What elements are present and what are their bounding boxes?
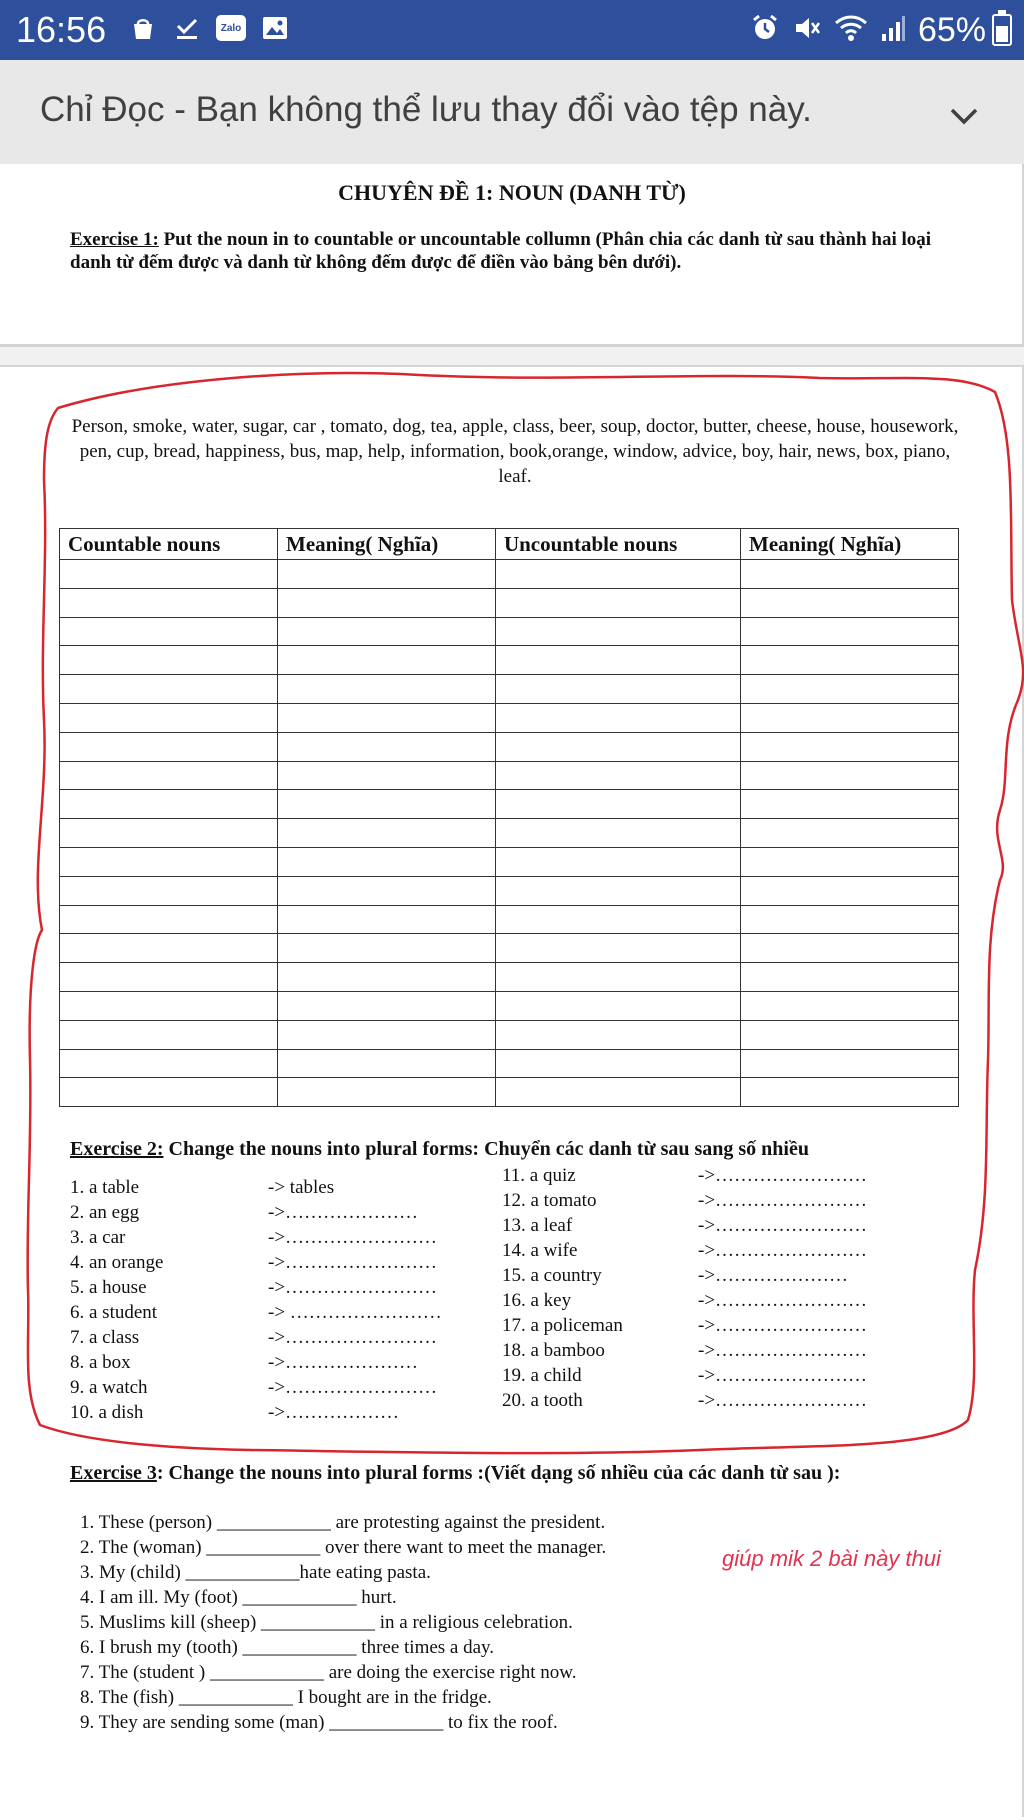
table-cell (741, 703, 959, 732)
table-row (60, 703, 959, 732)
read-only-message: Chỉ Đọc - Bạn không thể lưu thay đổi vào tệp này. (40, 90, 812, 129)
noun: 3. a car (70, 1227, 126, 1248)
answer-blank: ->…………………… (268, 1377, 438, 1398)
table-cell (60, 847, 278, 876)
noun: 14. a wife (502, 1240, 578, 1261)
table-cell (495, 905, 740, 934)
table-row (60, 934, 959, 963)
table-row (60, 1020, 959, 1049)
sentence: 3. My (child) ____________hate eating pasta. (80, 1562, 431, 1583)
list-item (502, 1238, 922, 1263)
noun-classification-table (59, 528, 959, 1107)
table-cell (278, 790, 496, 819)
noun: 17. a policeman (502, 1315, 623, 1336)
sentence: 7. The (student ) ____________ are doing the exercise right now. (80, 1662, 577, 1683)
table-cell (495, 703, 740, 732)
noun: 16. a key (502, 1290, 572, 1311)
bag-icon (128, 13, 158, 43)
table-row (60, 991, 959, 1020)
table-cell (278, 876, 496, 905)
download-check-icon (172, 13, 202, 43)
table-cell (495, 588, 740, 617)
table-cell (495, 761, 740, 790)
table-cell (60, 675, 278, 704)
table-cell (60, 646, 278, 675)
list-item (70, 1375, 470, 1400)
table-cell (60, 732, 278, 761)
exercise-3-text: : Change the nouns into plural forms :(Viết dạng số nhiều của các danh từ sau ): (156, 1462, 841, 1484)
table-cell (278, 1020, 496, 1049)
answer-blank: ->…………………… (268, 1252, 438, 1273)
table-row (60, 876, 959, 905)
table-cell (60, 963, 278, 992)
battery-icon (992, 14, 1012, 46)
alarm-icon (750, 13, 780, 48)
sentence: 4. I am ill. My (foot) ____________ hurt. (80, 1587, 397, 1608)
list-item (502, 1338, 922, 1363)
noun: 19. a child (502, 1365, 582, 1386)
noun: 13. a leaf (502, 1215, 573, 1236)
answer-blank: ->…………………… (698, 1190, 868, 1211)
table-cell (741, 1078, 959, 1107)
header-uncountable-nouns: Uncountable nouns (495, 529, 740, 560)
table-cell (495, 876, 740, 905)
table-cell (60, 790, 278, 819)
table-cell (278, 847, 496, 876)
table-cell (495, 790, 740, 819)
sentence: 9. They are sending some (man) ____________ to fix the roof. (80, 1712, 558, 1733)
table-row (60, 1078, 959, 1107)
exercise-2-label: Exercise 2: (70, 1138, 164, 1160)
table-cell (60, 876, 278, 905)
table-cell (278, 905, 496, 934)
table-cell (741, 991, 959, 1020)
list-item (502, 1288, 922, 1313)
table-cell (278, 588, 496, 617)
table-header-row (60, 529, 959, 560)
answer-blank: ->……………… (268, 1402, 400, 1423)
battery-percentage: 65% (917, 11, 986, 49)
table-cell (741, 819, 959, 848)
table-row (60, 847, 959, 876)
list-item (502, 1263, 922, 1288)
noun: 1. a table (70, 1177, 140, 1198)
table-cell (278, 991, 496, 1020)
page-title: CHUYÊN ĐỀ 1: NOUN (DANH TỪ) (338, 180, 686, 205)
exercise-1-instruction (70, 228, 960, 274)
list-item (70, 1175, 470, 1200)
table-cell (278, 761, 496, 790)
answer-blank: -> …………………… (268, 1302, 442, 1323)
answer-blank: ->…………………… (698, 1365, 868, 1386)
answer-blank: ->…………………… (268, 1327, 438, 1348)
exercise-2-text: Change the nouns into plural forms: Chuyển các danh từ sau sang số nhiều (163, 1138, 809, 1160)
list-item (70, 1200, 470, 1225)
gallery-icon (260, 13, 290, 43)
table-cell (495, 963, 740, 992)
table-cell (278, 675, 496, 704)
read-only-banner[interactable] (0, 60, 1024, 164)
list-item (502, 1213, 922, 1238)
answer-blank: ->…………………… (698, 1340, 868, 1361)
noun: 11. a quiz (502, 1165, 576, 1186)
system-icons (750, 10, 1012, 50)
table-cell (495, 819, 740, 848)
list-item (502, 1313, 922, 1338)
sentence: 1. These (person) ____________ are protesting against the president. (80, 1512, 606, 1533)
table-cell (741, 588, 959, 617)
exercise-3-sentences (80, 1510, 720, 1735)
table-cell (60, 761, 278, 790)
exercise-1-text: Put the noun in to countable or uncountable collumn (Phân chia các danh từ sau thành hai loại danh từ đếm được và danh từ không đếm được để điền vào bảng bên dưới). (70, 229, 932, 273)
table-cell (278, 703, 496, 732)
answer-blank: ->…………………… (698, 1165, 868, 1186)
header-countable-nouns: Countable nouns (60, 529, 278, 560)
exercise-3-instruction (70, 1462, 840, 1485)
table-cell (741, 847, 959, 876)
table-cell (60, 560, 278, 589)
signal-icon (880, 13, 906, 48)
table-cell (495, 1049, 740, 1078)
list-item (502, 1188, 922, 1213)
list-item (70, 1325, 470, 1350)
list-item (502, 1388, 922, 1413)
list-item (70, 1400, 470, 1425)
table-row (60, 790, 959, 819)
handwritten-note: giúp mik 2 bài này thui (722, 1546, 941, 1571)
chevron-down-icon[interactable] (944, 96, 984, 136)
table-cell (495, 1078, 740, 1107)
noun: 6. a student (70, 1302, 158, 1323)
table-cell (741, 1049, 959, 1078)
table-cell (741, 617, 959, 646)
list-item (502, 1363, 922, 1388)
table-cell (495, 646, 740, 675)
table-row (60, 675, 959, 704)
exercise-2-instruction (70, 1138, 809, 1161)
noun: 20. a tooth (502, 1390, 583, 1411)
zalo-icon: Zalo (216, 13, 246, 43)
noun: 8. a box (70, 1352, 131, 1373)
table-cell (278, 963, 496, 992)
noun: 9. a watch (70, 1377, 148, 1398)
noun: 15. a country (502, 1265, 602, 1286)
wifi-icon (834, 13, 868, 48)
table-cell (278, 1078, 496, 1107)
sentence: 2. The (woman) ____________ over there want to meet the manager. (80, 1537, 607, 1558)
list-item (70, 1300, 470, 1325)
noun: 5. a house (70, 1277, 147, 1298)
table-cell (741, 1020, 959, 1049)
table-cell (60, 588, 278, 617)
plural-list-left (70, 1175, 470, 1425)
table-cell (741, 790, 959, 819)
list-item (70, 1250, 470, 1275)
answer-blank: ->…………………… (698, 1290, 868, 1311)
table-cell (741, 876, 959, 905)
noun: 10. a dish (70, 1402, 144, 1423)
table-row (60, 761, 959, 790)
table-cell (741, 905, 959, 934)
exercise-1-label: Exercise 1: (70, 229, 159, 250)
table-cell (60, 934, 278, 963)
answer-blank: ->………………… (268, 1202, 419, 1223)
answer-blank: ->…………………… (268, 1227, 438, 1248)
noun-word-list: Person, smoke, water, sugar, car , tomato, dog, tea, apple, class, beer, soup, doctor, butter, cheese, house, housework, pen, cup, bread, happiness, bus, map, help, information, book,orange, window, advice, boy, hair, news, box, piano, leaf. (71, 416, 959, 487)
sentence: 5. Muslims kill (sheep) ____________ in a religious celebration. (80, 1612, 573, 1633)
table-cell (278, 560, 496, 589)
table-cell (278, 646, 496, 675)
table-cell (741, 732, 959, 761)
table-cell (278, 732, 496, 761)
sentence: 8. The (fish) ____________ I bought are in the fridge. (80, 1687, 492, 1708)
page-gap (0, 347, 1024, 365)
noun: 18. a bamboo (502, 1340, 605, 1361)
answer-blank: ->………………… (268, 1352, 419, 1373)
noun: 7. a class (70, 1327, 140, 1348)
header-meaning-2: Meaning( Nghĩa) (741, 529, 959, 560)
noun: 12. a tomato (502, 1190, 597, 1211)
answer-blank: ->…………………… (698, 1215, 868, 1236)
table-row (60, 1049, 959, 1078)
table-cell (495, 675, 740, 704)
table-row (60, 588, 959, 617)
table-cell (278, 1049, 496, 1078)
list-item (70, 1350, 470, 1375)
answer: -> tables (268, 1177, 335, 1198)
notification-icons (128, 13, 290, 43)
noun: 2. an egg (70, 1202, 140, 1223)
table-cell (495, 934, 740, 963)
table-cell (741, 560, 959, 589)
exercise-3-label: Exercise 3 (70, 1462, 157, 1484)
plural-list-right (502, 1163, 922, 1413)
table-cell (60, 1020, 278, 1049)
answer-blank: ->…………………… (698, 1390, 868, 1411)
table-cell (741, 646, 959, 675)
table-cell (278, 819, 496, 848)
table-row (60, 732, 959, 761)
table-cell (741, 675, 959, 704)
answer-blank: ->…………………… (698, 1315, 868, 1336)
table-cell (60, 703, 278, 732)
table-row (60, 560, 959, 589)
table-cell (495, 847, 740, 876)
table-cell (278, 617, 496, 646)
table-row (60, 905, 959, 934)
answer-blank: ->…………………… (698, 1240, 868, 1261)
table-row (60, 646, 959, 675)
table-cell (495, 1020, 740, 1049)
sentence: 6. I brush my (tooth) ____________ three times a day. (80, 1637, 495, 1658)
table-cell (60, 1049, 278, 1078)
status-bar (0, 0, 1024, 60)
table-row (60, 617, 959, 646)
table-cell (60, 905, 278, 934)
table-cell (495, 617, 740, 646)
list-item (70, 1275, 470, 1300)
mute-icon (792, 13, 822, 48)
table-cell (278, 934, 496, 963)
table-cell (495, 560, 740, 589)
table-cell (60, 991, 278, 1020)
table-cell (495, 991, 740, 1020)
table-cell (60, 819, 278, 848)
noun: 4. an orange (70, 1252, 164, 1273)
list-item (70, 1225, 470, 1250)
table-cell (741, 963, 959, 992)
table-cell (741, 761, 959, 790)
header-meaning-1: Meaning( Nghĩa) (278, 529, 496, 560)
table-row (60, 963, 959, 992)
table-cell (495, 732, 740, 761)
clock: 16:56 (16, 9, 107, 50)
table-cell (60, 1078, 278, 1107)
table-cell (60, 617, 278, 646)
answer-blank: ->………………… (698, 1265, 849, 1286)
table-cell (741, 934, 959, 963)
table-row (60, 819, 959, 848)
list-item (502, 1163, 922, 1188)
answer-blank: ->…………………… (268, 1277, 438, 1298)
